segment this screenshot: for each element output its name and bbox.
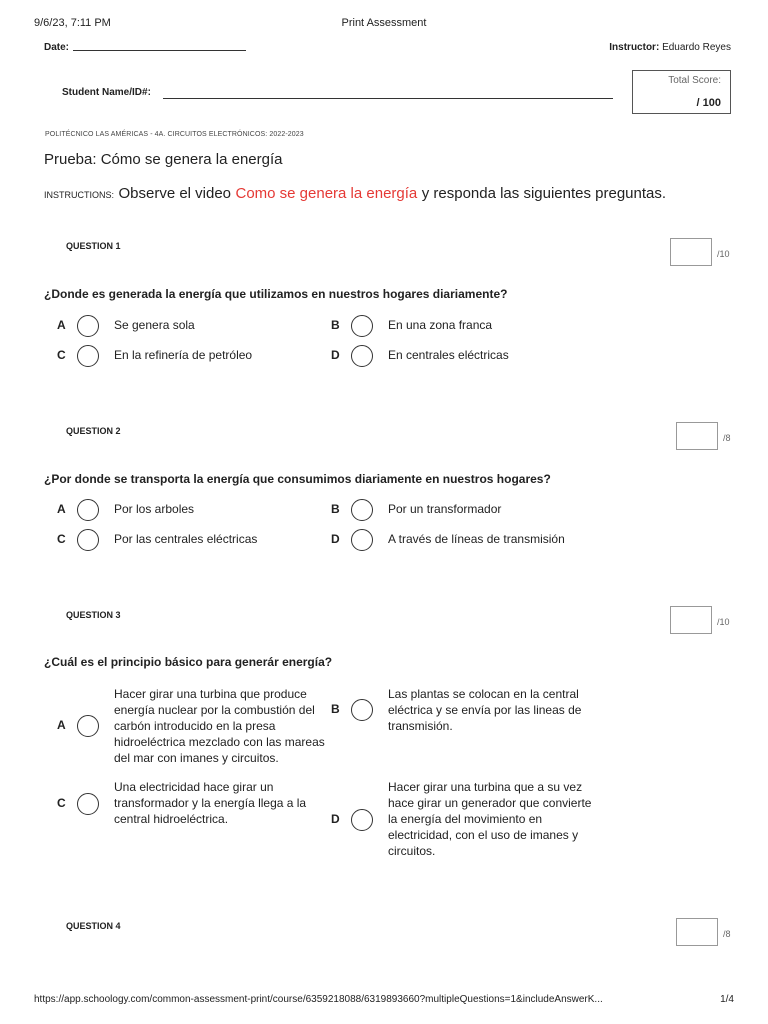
date-label: Date: [44, 42, 70, 53]
q3-option-b-letter: B [331, 702, 340, 716]
q1-option-a-text: Se genera sola [114, 318, 195, 332]
q1-option-a-radio[interactable] [77, 315, 99, 337]
question-4-points: /8 [723, 929, 731, 939]
footer-page-number: 1/4 [720, 994, 734, 1005]
q1-option-c-text: En la refinería de petróleo [114, 348, 253, 362]
q3-option-c-radio[interactable] [77, 793, 99, 815]
q1-option-b-text: En una zona franca [388, 318, 493, 332]
course-meta: POLITÉCNICO LAS AMÉRICAS - 4A. CIRCUITOS ELECTRÓNICOS: 2022-2023 [45, 131, 304, 138]
q1-option-c-letter: C [57, 348, 66, 362]
q3-option-a-text: Hacer girar una turbina que produce energía nuclear por la combustión del carbón introducido en la presa hidroeléctrica mezclado con las mareas del mar con imanes y circuitos. [114, 687, 325, 765]
video-link[interactable]: Como se genera la energía [235, 185, 418, 202]
q3-option-b-radio[interactable] [351, 699, 373, 721]
print-page-title: Print Assessment [341, 17, 427, 29]
student-label: Student Name/ID#: [62, 87, 151, 98]
question-1-label: QUESTION 1 [66, 241, 121, 251]
question-3-text: ¿Cuál es el principio básico para generár energía? [44, 655, 333, 669]
assessment-title: Prueba: Cómo se genera la energía [44, 151, 283, 168]
q3-option-a-radio[interactable] [77, 715, 99, 737]
q3-option-c-text: Una electricidad hace girar un transformador y la energía llega a la central hidroeléctrica. [114, 780, 307, 826]
q2-option-d-text: A través de líneas de transmisión [388, 532, 565, 546]
q2-option-d-letter: D [331, 532, 340, 546]
question-4-score-box[interactable] [676, 918, 718, 946]
q1-option-a-letter: A [57, 318, 66, 332]
instructions-text-after: y responda las siguientes preguntas. [421, 185, 667, 202]
total-score-box [632, 70, 731, 114]
instructions-label: INSTRUCTIONS: [44, 190, 115, 200]
question-1-points: /10 [717, 249, 730, 259]
q2-option-b-text: Por un transformador [388, 502, 502, 516]
date-field-line [73, 50, 246, 51]
total-score-label: Total Score: [668, 75, 721, 86]
q3-option-d-letter: D [331, 812, 340, 826]
question-4-label: QUESTION 4 [66, 921, 121, 931]
q3-option-d-radio[interactable] [351, 809, 373, 831]
question-2-label: QUESTION 2 [66, 426, 121, 436]
question-3-points: /10 [717, 617, 730, 627]
print-datetime: 9/6/23, 7:11 PM [34, 17, 111, 29]
question-2-text: ¿Por donde se transporta la energía que consumimos diariamente en nuestros hogares? [44, 472, 551, 486]
q2-option-b-radio[interactable] [351, 499, 373, 521]
q1-option-d-letter: D [331, 348, 340, 362]
q3-option-a-letter: A [57, 718, 66, 732]
footer-url: https://app.schoology.com/common-assessment-print/course/6359218088/6319893660?multipleQuestions=1&includeAnswerK... [34, 994, 603, 1005]
question-3-score-box[interactable] [670, 606, 712, 634]
instructions-text-before: Observe el video [118, 185, 232, 202]
q3-option-d-text: Hacer girar una turbina que a su vez hace girar un generador que convierte la energía del movimiento en electricidad, con el uso de imanes y circuitos. [388, 780, 592, 858]
q1-option-d-text: En centrales eléctricas [388, 348, 509, 362]
q2-option-c-text: Por las centrales eléctricas [114, 532, 258, 546]
q2-option-a-text: Por los arboles [114, 502, 195, 516]
q3-option-c-letter: C [57, 796, 66, 810]
q1-option-d-radio[interactable] [351, 345, 373, 367]
question-3-label: QUESTION 3 [66, 610, 121, 620]
q1-option-b-letter: B [331, 318, 340, 332]
instructor-name: Eduardo Reyes [662, 42, 731, 53]
student-field-line [163, 98, 613, 99]
q2-option-b-letter: B [331, 502, 340, 516]
q2-option-a-letter: A [57, 502, 66, 516]
question-2-points: /8 [723, 433, 731, 443]
question-1-score-box[interactable] [670, 238, 712, 266]
instructor-label: Instructor: [609, 42, 660, 53]
q2-option-c-letter: C [57, 532, 66, 546]
question-1-text: ¿Donde es generada la energía que utilizamos en nuestros hogares diariamente? [44, 287, 508, 301]
q3-option-b-text: Las plantas se colocan en la central eléctrica y se envía por las lineas de transmisión. [388, 687, 582, 733]
q2-option-d-radio[interactable] [351, 529, 373, 551]
question-2-score-box[interactable] [676, 422, 718, 450]
instructor-line [609, 42, 731, 53]
q2-option-c-radio[interactable] [77, 529, 99, 551]
q1-option-c-radio[interactable] [77, 345, 99, 367]
q2-option-a-radio[interactable] [77, 499, 99, 521]
q1-option-b-radio[interactable] [351, 315, 373, 337]
total-score-value: / 100 [696, 97, 721, 109]
instructions [44, 185, 666, 203]
